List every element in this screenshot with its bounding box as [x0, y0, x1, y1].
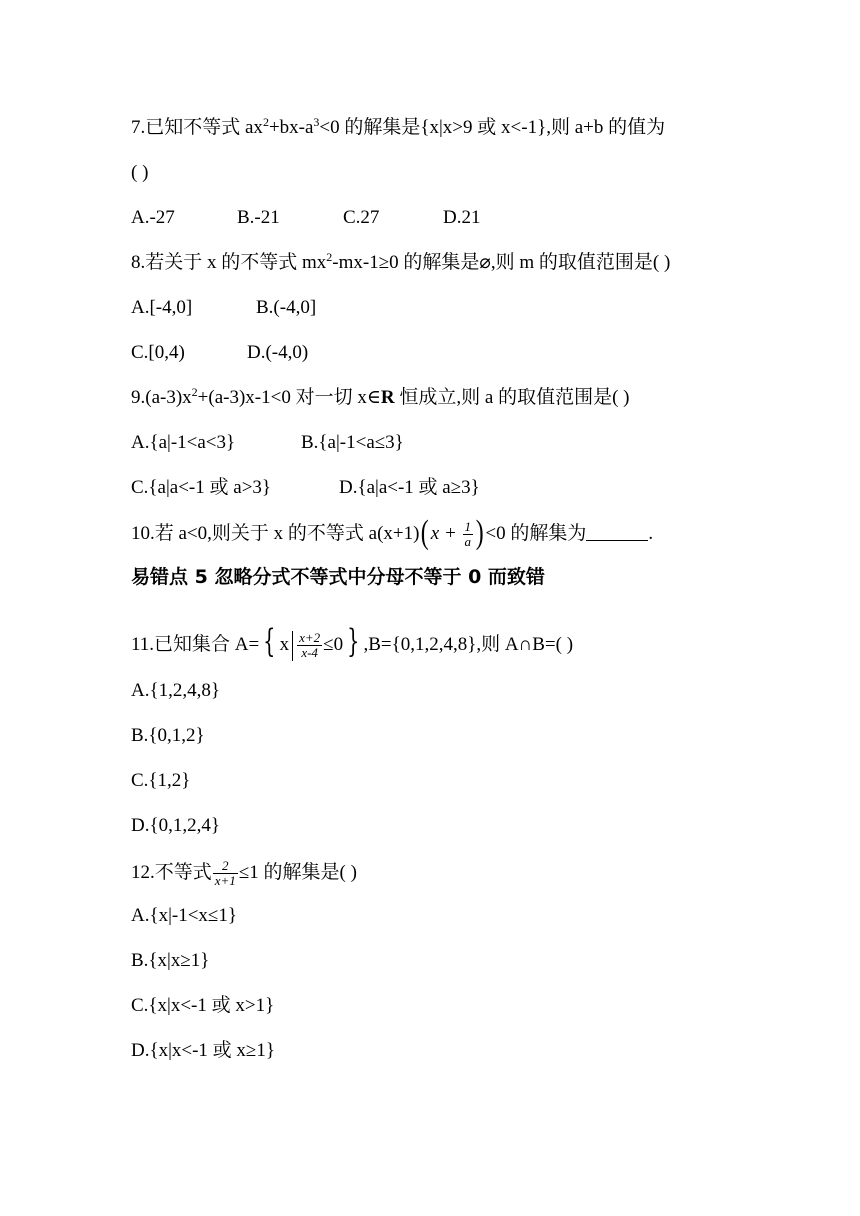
q11-left-brace: {	[263, 622, 276, 660]
q11-frac-numerator: x+2	[299, 630, 321, 646]
q8-option-d: D.(-4,0)	[247, 342, 309, 363]
q10-answer-blank	[586, 522, 648, 541]
q9-real-set-symbol: R	[380, 387, 395, 408]
q12-fraction	[213, 859, 238, 888]
q9-option-c: C.{a|a<-1 或 a>3}	[131, 477, 272, 498]
q11-set-bar	[292, 631, 293, 661]
q7-exp-3: 3	[313, 115, 320, 129]
q11-option-b: B.{0,1,2}	[131, 725, 205, 746]
q9-option-d: D.{a|a<-1 或 a≥3}	[339, 477, 480, 498]
q7-option-d: D.21	[443, 207, 481, 228]
q12-option-a: A.{x|-1<x≤1}	[131, 905, 237, 926]
q8-stem-part: 8.若关于 x 的不等式 mx	[131, 252, 327, 273]
q12-frac-denominator: x+1	[214, 873, 236, 888]
q10-right-paren: )	[475, 513, 484, 551]
q12-stem	[131, 859, 357, 888]
q10-frac-denominator: a	[464, 534, 472, 549]
section-title: 易错点 5 忽略分式不等式中分母不等于 0 而致错	[131, 566, 545, 588]
q7-stem-part: 7.已知不等式 ax	[131, 117, 263, 138]
q7-stem-part: +bx-a	[268, 117, 314, 138]
q10-stem-part: 10.若 a<0,则关于 x 的不等式 a(x+1)	[131, 522, 420, 544]
q7-stem	[131, 116, 665, 140]
q9-stem-part: +(a-3)x-1<0 对一切 x∈	[197, 387, 381, 408]
q10-stem-part: <0 的解集为	[485, 522, 587, 544]
q8-stem-part: -mx-1≥0 的解集是⌀,则 m 的取值范围是( )	[332, 252, 671, 273]
q12-option-b: B.{x|x≥1}	[131, 950, 210, 971]
q7-exp-2: 2	[262, 115, 269, 129]
q10-x-plus: x +	[430, 522, 462, 544]
q10-left-paren: (	[421, 513, 430, 551]
q11-option-d: D.{0,1,2,4}	[131, 815, 220, 836]
q9-stem-part: 恒成立,则 a 的取值范围是( )	[394, 387, 630, 408]
q7-stem-part: <0 的解集是{x|x>9 或 x<-1},则 a+b 的值为	[319, 117, 666, 138]
q8-option-b: B.(-4,0]	[256, 297, 317, 318]
q11-option-a: A.{1,2,4,8}	[131, 680, 220, 701]
q11-stem-part: 11.已知集合 A=	[131, 634, 260, 655]
q12-stem-part: ≤1 的解集是( )	[238, 861, 357, 883]
q7-option-a: A.-27	[131, 207, 175, 228]
q9-option-a: A.{a|-1<a<3}	[131, 432, 236, 453]
q9-option-b: B.{a|-1<a≤3}	[301, 432, 404, 453]
q10-fraction	[463, 520, 474, 549]
q8-option-c: C.[0,4)	[131, 342, 185, 363]
q9-stem-part: 9.(a-3)x	[131, 387, 192, 408]
q8-option-a: A.[-4,0]	[131, 297, 193, 318]
q11-option-c: C.{1,2}	[131, 770, 191, 791]
q11-fraction	[297, 631, 322, 660]
q7-option-c: C.27	[343, 207, 380, 228]
q10-frac-numerator: 1	[464, 519, 472, 534]
q12-option-d: D.{x|x<-1 或 x≥1}	[131, 1040, 275, 1061]
q11-frac-denominator: x-4	[301, 645, 318, 661]
q7-answer-paren: ( )	[131, 162, 149, 183]
q12-frac-numerator: 2	[213, 859, 238, 874]
q9-stem	[131, 386, 630, 410]
q11-right-brace: }	[347, 622, 360, 660]
q10-period: .	[648, 522, 654, 544]
q7-option-b: B.-21	[237, 207, 280, 228]
q11-x: x	[279, 634, 290, 655]
q10-stem	[131, 513, 654, 551]
q8-exp-2: 2	[326, 250, 333, 264]
q9-exp-2: 2	[191, 385, 198, 399]
q11-stem-part: ,B={0,1,2,4,8},则 A∩B=( )	[363, 634, 574, 655]
q11-le-zero: ≤0	[323, 634, 344, 655]
q11-stem	[131, 622, 574, 661]
q12-stem-part: 12.不等式	[131, 861, 212, 883]
q12-option-c: C.{x|x<-1 或 x>1}	[131, 995, 275, 1016]
q8-stem	[131, 251, 670, 275]
